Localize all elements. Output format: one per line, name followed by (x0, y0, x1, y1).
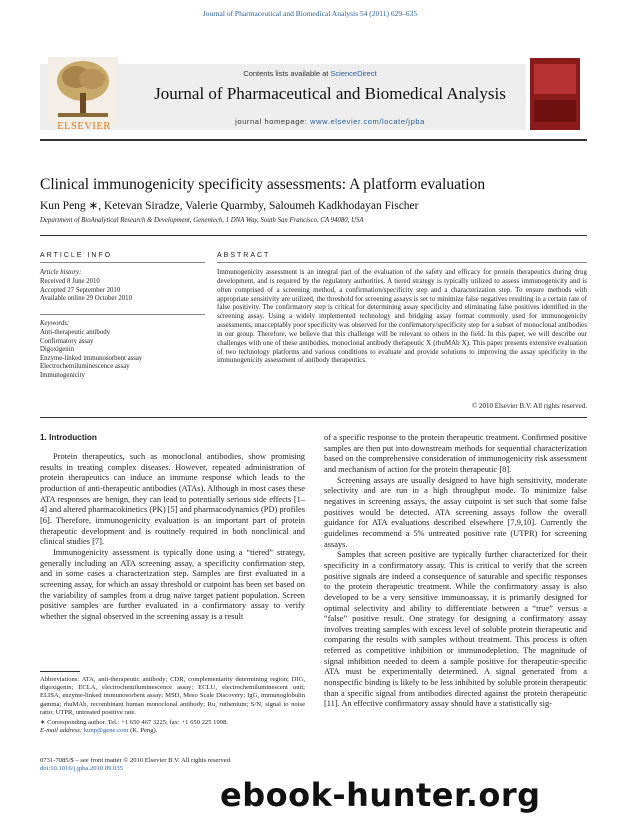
abstract-text: Immunogenicity assessment is an integral part of the evaluation of the safety and efficacy for protein therapeutics during drug development, and is required by the regulatory authorities. A tiered strategy is typically utilized to assess immunogenicity and is often comprised of a screening method, a confirmation/specificity step and a characterization step. To ensure methods with appropriate sensitivity are utilized, the threshold for screening assays is set to minimize false negatives resulting in a certain rate of false positivity. The confirmatory step is critical for determining assay specificity and eliminating false positives identified in the screening assay. Using a widely implemented technology and bridging assay format commonly used for immunogenicity assessments, unacceptably poor specificity was observed for the confirmatory/specificity step for a subset of monoclonal antibodies in our group. Therefore, we believe that this challenge will be relevant to others in the field. In this paper, we will describe our challenges with one of these antibodies, monoclonal antibody therapeutic X (rhuMAb X). This paper presents extensive evaluation of two technology platforms and various conditions to evaluate and provide solutions to improving the assay specificity in the immunogenicity assessment of antibody therapeutics. (217, 268, 587, 365)
elsevier-tree-logo (48, 57, 118, 125)
journal-homepage (130, 117, 530, 126)
footnotes (40, 676, 305, 735)
article-title: Clinical immunogenicity specificity assessments: A platform evaluation (40, 176, 486, 193)
abstract-bottom-rule (40, 417, 587, 418)
journal-citation[interactable]: Journal of Pharmaceutical and Biomedical Analysis 54 (2011) 629–635 (202, 9, 418, 18)
abstract-heading: ABSTRACT (217, 252, 271, 259)
body-paragraph: Screening assays are usually designed to have high sensitivity, moderate selectivity and are run in a high throughput mode. To minimize false negatives in screening assays, the assay cutpoint is set such that some false positives would be detected. ATA screening assays follow the overall guidance for ATA evaluations described elsewhere [7,9,10]. Currently the guidelines recommend a 5% untreated positive rate (UTPR) for screening assays. (324, 475, 587, 549)
affiliation: Department of BioAnalytical Research & Development, Genentech, 1 DNA Way, South San Francisco, CA 94080, USA (40, 217, 364, 224)
issn-line: 0731-7085/$ – see front matter © 2010 Elsevier B.V. All rights reserved. (40, 757, 232, 764)
article-info-heading: ARTICLE INFO (40, 252, 113, 259)
keyword-list (40, 329, 210, 380)
journal-cover-thumbnail (530, 58, 580, 130)
homepage-prefix: journal homepage: (235, 117, 311, 126)
keyword-item: Electrochemiluminescence assay (40, 363, 130, 370)
keyword-item: Enzyme-linked immunosorbent assay (40, 354, 143, 362)
body-column-left (40, 452, 305, 623)
history-item: Received 8 June 2010 (40, 278, 100, 285)
history-item: Accepted 27 September 2010 (40, 286, 121, 294)
watermark-text: ebook-hunter.org (220, 776, 541, 814)
body-paragraph: Samples that screen positive are typically further characterized for their specificity in a confirmatory assay. This is critical to verify that the screen positive signals are indeed a consequence of saturable and specific responses to the protein therapeutic treatment. While the confirmatory assay is also developed to be a very sensitive immunoassay, it is primarily designed for optimal selectivity and ability to differentiate between a “true” versus a “false” positive result. One strategy for designing a confirmatory assay involves treating samples with excess level of soluble protein therapeutic and comparing the results with samples without treatment. This process is often referred as competitive inhibition or immunodepletion. The magnitude of signal inhibition needed to deem a sample positive for therapeutic-specific ATA must be experimentally determined. A signal generated from a nonspecific binding is likely to be less inhibited by soluble protein therapeutic than a specific signal from antibodies directed against the protein therapeutic [11]. An effective confirmatory assay should have a statistically sig- (324, 550, 587, 709)
body-column-right (324, 433, 587, 710)
body-paragraph: Immunogenicity assessment is typically done using a “tiered” strategy, generally including an ATA screening assay, a specificity confirmation step, and in some cases a characterization step. Samples are first evaluated in a screening assay, for which an assay threshold or cutpoint has been set based on the variability of samples from a drug naïve target patient population. Screen positive samples are further evaluated in a confirmatory assay to verify whether the signal observed in the screening assay is a result (40, 547, 305, 621)
abstract-copyright: © 2010 Elsevier B.V. All rights reserved. (471, 402, 587, 410)
email-footnote (40, 727, 305, 735)
keyword-item: Confirmatory assay (40, 337, 94, 345)
corresponding-author-footnote: ∗ Corresponding author. Tel.: +1 650 467 3225; fax: +1 650 225 1998. (40, 719, 229, 727)
keyword-item: Immunogenicity (40, 371, 85, 379)
email-link[interactable]: kunp@gene.com (83, 727, 129, 735)
publisher-logo-text: ELSEVIER (57, 121, 111, 132)
abstract-rule (217, 262, 587, 263)
sciencedirect-link[interactable]: ScienceDirect (330, 69, 377, 78)
doi-link[interactable]: doi:10.1016/j.jpba.2010.09.035 (40, 765, 123, 773)
journal-title: Journal of Pharmaceutical and Biomedical Analysis (154, 84, 506, 103)
email-suffix: (K. Peng). (128, 727, 158, 735)
history-item: Available online 29 October 2010 (40, 295, 132, 302)
history-label: Article history: (40, 269, 82, 276)
author-list[interactable]: Kun Peng ∗, Ketevan Siradze, Valerie Quarmby, Saloumeh Kadkhodayan Fischer (40, 200, 419, 212)
keywords-label: Keywords: (40, 320, 70, 327)
body-paragraph: Protein therapeutics, such as monoclonal antibodies, show promising results in treating complex diseases. However, repeated administration of protein therapeutics can induce an immune response which leads to the production of anti-therapeutic antibodies (ATAs). Although in most cases these ATA responses are benign, they can lead to potentially serious side effects [1–4] and altered pharmacokinetics (PK) [5] and pharmacodynamics (PD) profiles [6]. Therefore, immunogenicity evaluation is an important part of protein therapeutic development and is routinely required in both nonclinical and clinical studies [7]. (40, 452, 305, 547)
history-rule (40, 314, 205, 315)
email-label: E-mail address: (40, 727, 84, 735)
header-rule (40, 139, 587, 141)
contents-prefix: Contents lists available at (243, 69, 331, 78)
homepage-link[interactable]: www.elsevier.com/locate/jpba (310, 117, 425, 126)
article-info-rule (40, 262, 205, 263)
body-paragraph: of a specific response to the protein therapeutic treatment. Confirmed positive samples are then put into downstream methods for sequential characterization based on the comprehensive consideration of immunogenicity risk assessment and mechanism of action for the protein therapeutic [8]. (324, 433, 587, 474)
section-heading-introduction: 1. Introduction (40, 433, 97, 442)
keyword-item: Anti-therapeutic antibody (40, 329, 111, 336)
abbreviations-footnote: Abbreviations: ATA, anti-therapeutic antibody; CDR, complementarity determining region; DIG, digoxigenin; ECLA, electrochemiluminescence assay; ECLU, electrochemiluminescent unit; ELISA, enzyme-linked immunosorbent assay; MSD, Meso Scale Discovery; IgG, immunoglobulin gamma; rhuMAb, recombinant human monoclonal antibody; Ru, ruthenium; S/N, signal to noise ratio; UTPR, untreated positive rate. (40, 676, 305, 716)
article-history (40, 278, 200, 304)
footnote-rule (40, 671, 80, 672)
issn-block (40, 757, 305, 773)
keyword-item: Digoxigenin (40, 346, 74, 353)
title-rule (40, 235, 587, 236)
